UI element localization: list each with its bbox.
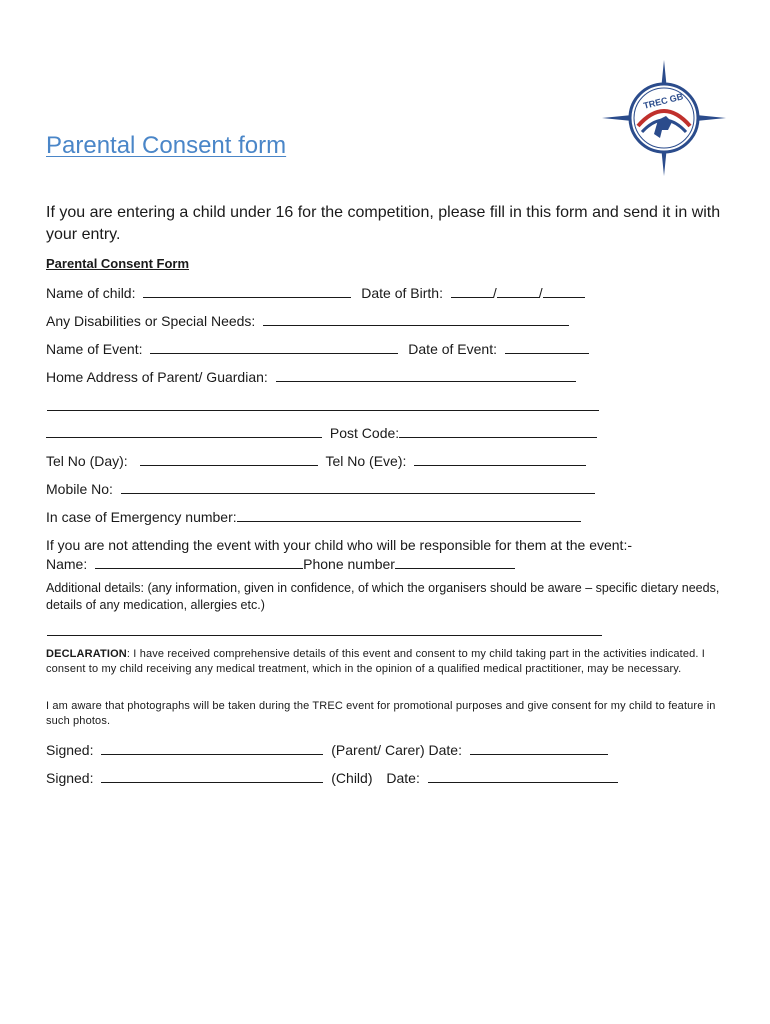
responsible-row	[46, 554, 515, 573]
dob-label: Date of Birth:	[361, 285, 443, 301]
trec-gb-logo	[602, 60, 726, 176]
address-line-3[interactable]	[46, 423, 322, 438]
parent-date-label: (Parent/ Carer) Date:	[331, 742, 462, 758]
event-name-label: Name of Event:	[46, 341, 143, 357]
disabilities-row	[46, 311, 569, 330]
post-code-row	[46, 423, 597, 442]
parent-signature-field[interactable]	[101, 740, 323, 755]
child-signature-field[interactable]	[101, 768, 323, 783]
emergency-row	[46, 507, 581, 526]
form-subtitle: Parental Consent Form	[46, 256, 190, 271]
post-code-label: Post Code:	[329, 425, 400, 441]
dob-separator: /	[538, 285, 543, 301]
disabilities-label: Any Disabilities or Special Needs:	[46, 313, 256, 329]
event-date-label: Date of Event:	[408, 341, 497, 357]
responsible-name-field[interactable]	[95, 554, 303, 569]
event-row	[46, 339, 589, 358]
tel-eve-label: Tel No (Eve):	[325, 453, 407, 469]
responsible-phone-label: Phone number	[303, 556, 395, 572]
mobile-field[interactable]	[121, 479, 595, 494]
responsible-name-label: Name:	[46, 556, 88, 572]
parent-signature-row	[46, 740, 608, 759]
emergency-field[interactable]	[237, 507, 581, 522]
additional-details: Additional details: (any information, given in confidence, of which the organisers should be aware – specific dietary needs, details of any medication, allergies etc.)	[46, 581, 720, 612]
dob-day-field[interactable]	[451, 283, 493, 298]
disabilities-field[interactable]	[263, 311, 569, 326]
home-address-label: Home Address of Parent/ Guardian:	[46, 369, 268, 385]
home-address-row	[46, 367, 576, 386]
logo-text: TREC GB	[642, 91, 685, 111]
event-name-field[interactable]	[150, 339, 398, 354]
additional-details-field[interactable]	[47, 635, 602, 636]
child-date-label: Date:	[386, 770, 420, 786]
declaration-text: : I have received comprehensive details of this event and consent to my child taking part in the activities indicated. I consent to my child receiving any medical treatment, which in the opinion of a qualified medical practitioner, may be necessary.	[46, 648, 705, 675]
dob-year-field[interactable]	[543, 283, 585, 298]
responsible-phone-field[interactable]	[395, 554, 515, 569]
child-name-row	[46, 283, 585, 302]
tel-day-field[interactable]	[140, 451, 318, 466]
tel-row	[46, 451, 586, 470]
signed-label: Signed:	[46, 742, 94, 758]
responsible-question: If you are not attending the event with your child who will be responsible for them at the event:-	[46, 537, 632, 553]
child-name-label: Name of child:	[46, 285, 136, 301]
child-label: (Child)	[331, 770, 373, 786]
event-date-field[interactable]	[505, 339, 589, 354]
photo-consent: I am aware that photographs will be taken during the TREC event for promotional purposes and give consent for my child to feature in such photos.	[46, 700, 716, 727]
dob-month-field[interactable]	[497, 283, 539, 298]
mobile-label: Mobile No:	[46, 481, 113, 497]
parent-date-field[interactable]	[470, 740, 608, 755]
declaration-heading: DECLARATION	[46, 648, 127, 660]
emergency-label: In case of Emergency number:	[46, 509, 237, 525]
mobile-row	[46, 479, 595, 498]
tel-eve-field[interactable]	[414, 451, 586, 466]
address-line-2[interactable]	[47, 410, 599, 411]
home-address-field[interactable]	[276, 367, 576, 382]
child-date-field[interactable]	[428, 768, 618, 783]
child-name-field[interactable]	[143, 283, 351, 298]
dob-separator: /	[492, 285, 497, 301]
child-signature-row	[46, 768, 618, 787]
intro-text: If you are entering a child under 16 for the competition, please fill in this form and send it in with your entry.	[46, 204, 721, 243]
declaration	[46, 647, 726, 677]
tel-day-label: Tel No (Day):	[46, 453, 128, 469]
signed-label: Signed:	[46, 770, 94, 786]
page-title: Parental Consent form	[46, 132, 287, 159]
post-code-field[interactable]	[399, 423, 597, 438]
